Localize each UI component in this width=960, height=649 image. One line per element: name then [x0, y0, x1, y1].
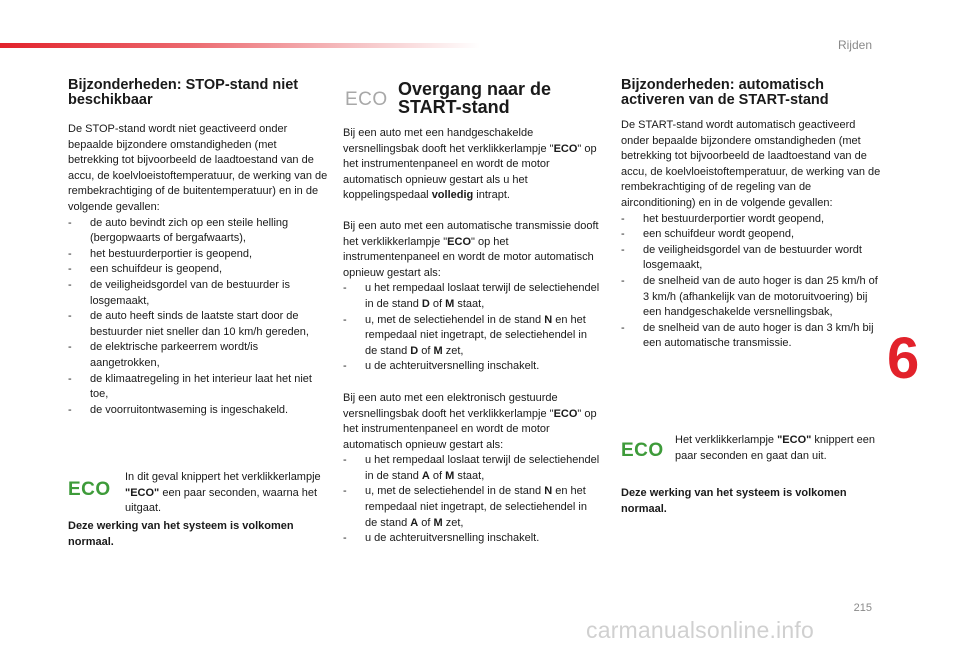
col1-note-post: een paar seconden, waarna het uitgaat.	[125, 486, 318, 515]
list-item: - de voorruitontwaseming is ingeschakeld.	[68, 403, 330, 419]
p3-eco: ECO	[553, 407, 578, 420]
p1-eco: ECO	[553, 142, 578, 155]
col3-note-post: knippert een paar seconden en gaat dan uit.	[675, 434, 875, 462]
p1-bold: volledig	[431, 189, 474, 202]
start-auto-list	[343, 281, 601, 375]
eco-icon: ECO	[68, 479, 111, 500]
list-item: - een schuifdeur is geopend,	[68, 262, 330, 278]
list-item: - het bestuurderportier is geopend,	[68, 247, 330, 263]
list-item: - de auto bevindt zich op een steile helling (bergopwaarts of bergafwaarts),	[68, 216, 330, 247]
list-item: - een schuifdeur wordt geopend,	[621, 227, 883, 243]
start-auto-paragraph	[343, 219, 601, 281]
watermark: carmanualsonline.info	[586, 617, 814, 643]
eco-icon: ECO	[621, 440, 664, 461]
p2-eco: ECO	[447, 235, 472, 248]
p3-post: " op het instrumentenpaneel en wordt de motor automatisch opnieuw gestart als:	[343, 407, 597, 451]
list-item: - de snelheid van de auto hoger is dan 3 km/h bij een automatische transmissie.	[621, 321, 883, 352]
col1-note-eco: "ECO"	[125, 486, 160, 499]
page-number: 215	[853, 602, 872, 614]
p1-pre: Bij een auto met een handgeschakelde versnellingsbak dooft het verklikkerlampje "	[343, 127, 554, 155]
list-item: - u, met de selectiehendel in de stand N en het rempedaal niet ingetrapt, de selectiehendel in de stand A of M zet,	[343, 484, 601, 531]
list-item: - de klimaatregeling in het interieur laat het niet toe,	[68, 372, 330, 403]
list-item: - u, met de selectiehendel in de stand N en het rempedaal niet ingetrapt, de selectiehendel in de stand D of M zet,	[343, 313, 601, 360]
list-item: - de elektrische parkeerrem wordt/is aangetrokken,	[68, 340, 330, 371]
start-auto-activation-list	[621, 212, 883, 352]
p3-pre: Bij een auto met een elektronisch gestuurde versnellingsbak dooft het verklikkerlampje "	[343, 391, 558, 420]
section-label: Rijden	[837, 38, 872, 52]
col3-note-eco: "ECO"	[777, 434, 812, 446]
start-electronic-list	[343, 453, 601, 547]
list-item: - u het rempedaal loslaat terwijl de selectiehendel in de stand D of M staat,	[343, 281, 601, 312]
col3-note-pre: Het verklikkerlampje	[675, 434, 778, 446]
column-start-auto-activation	[621, 78, 883, 352]
col3-note	[675, 433, 880, 464]
start-auto-activation-intro: De START-stand wordt automatisch geactiveerd onder bepaalde bijzondere omstandigheden (met betrekking tot bijvoorbeeld de laadtoestand van de accu, de koelvloeistoftemperatuur, de werking van de rembekrachtiging of de regeling van de airconditioning) en in de volgende gevallen:	[621, 119, 881, 209]
list-item: - u de achteruitversnelling inschakelt.	[343, 531, 601, 547]
eco-icon-gray: ECO	[345, 89, 388, 110]
stop-unavailable-intro: De STOP-stand wordt niet geactiveerd onder bepaalde bijzondere omstandigheden (met betrekking tot bijvoorbeeld de laadtoestand van de accu, de koelvloeistoftemperatuur, de werking van de rembekrachtiging of de buitentemperatuur) en in de volgende gevallen:	[68, 123, 328, 213]
start-manual-paragraph	[343, 126, 601, 204]
col3-closing: Deze werking van het systeem is volkomen normaal.	[621, 487, 847, 515]
p2-pre: Bij een auto met een automatische transmissie dooft het verklikkerlampje "	[343, 219, 599, 248]
header-accent-bar	[0, 43, 480, 48]
list-item: - het bestuurderportier wordt geopend,	[621, 212, 883, 228]
heading-start-transition: Overgang naar de START-stand	[398, 79, 552, 117]
list-item: - de auto heeft sinds de laatste start door de bestuurder niet sneller dan 10 km/h gereden,	[68, 309, 330, 340]
stop-unavailable-list	[68, 216, 330, 419]
p2-post: " op het instrumentenpaneel en wordt de motor automatisch opnieuw gestart als:	[343, 235, 594, 279]
list-item: - de veiligheidsgordel van de bestuurder is losgemaakt,	[68, 278, 330, 309]
chapter-number: 6	[887, 326, 920, 391]
p1-post: intrapt.	[473, 189, 510, 202]
list-item: - u het rempedaal loslaat terwijl de selectiehendel in de stand A of M staat,	[343, 453, 601, 484]
p1-mid: " op het instrumentenpaneel en wordt de motor automatisch opnieuw gestart als u het koppelingspedaal	[343, 142, 597, 202]
list-item: - de snelheid van de auto hoger is dan 25 km/h of 3 km/h (afhankelijk van de motoruitvoering) bij een handgeschakelde versnellingsbak,	[621, 274, 883, 321]
start-electronic-paragraph	[343, 391, 601, 453]
col1-closing: Deze werking van het systeem is volkomen normaal.	[68, 520, 294, 548]
col1-note	[125, 470, 330, 517]
heading-start-wrap	[398, 80, 598, 116]
list-item: - u de achteruitversnelling inschakelt.	[343, 359, 601, 375]
column-start-transition	[343, 126, 601, 547]
list-item: - de veiligheidsgordel van de bestuurder wordt losgemaakt,	[621, 243, 883, 274]
column-stop-unavailable	[68, 78, 330, 418]
heading-start-auto-activation: Bijzonderheden: automatisch activeren van de START-stand	[621, 77, 829, 108]
heading-stop-unavailable: Bijzonderheden: STOP-stand niet beschikbaar	[68, 77, 299, 108]
col1-note-pre: In dit geval knippert het verklikkerlampje	[125, 471, 321, 483]
